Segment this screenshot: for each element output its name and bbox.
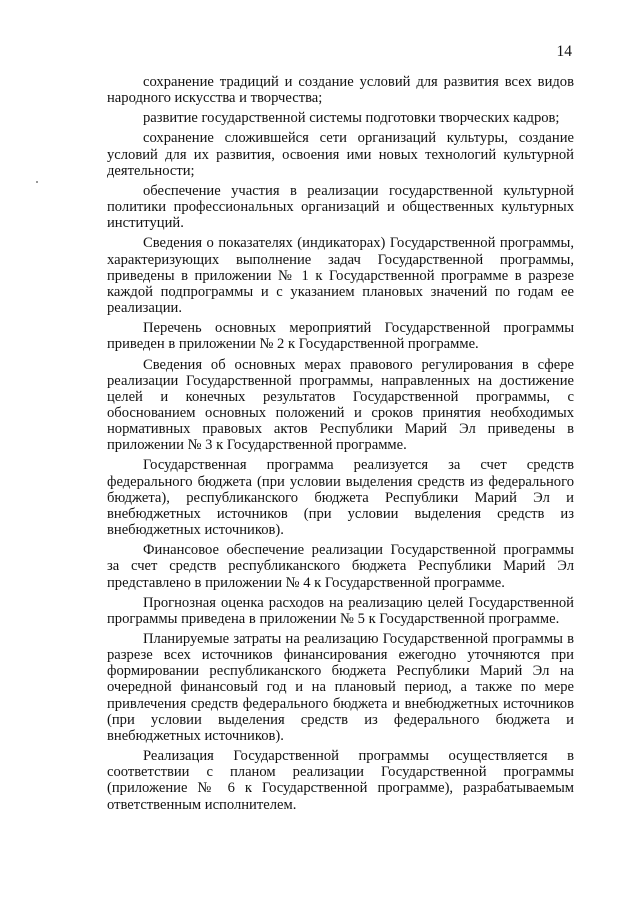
- scan-speck: [36, 181, 38, 183]
- paragraph: Реализация Государственной программы осуществляется в соответствии с планом реализации Государственной программы (приложение № 6 к Государственной программе), разрабатываемым ответственным исполнителем.: [107, 748, 574, 813]
- paragraph: развитие государственной системы подготовки творческих кадров;: [143, 110, 560, 127]
- paragraph: Прогнозная оценка расходов на реализацию целей Государственной программы приведена в приложении № 5 к Государственной программе.: [107, 594, 574, 627]
- paragraph: сохранение традиций и создание условий для развития всех видов народного искусства и творчества;: [107, 74, 574, 107]
- paragraph: Перечень основных мероприятий Государственной программы приведен в приложении № 2 к Государственной программе.: [107, 320, 574, 353]
- paragraph: сохранение сложившейся сети организаций культуры, создание условий для их развития, освоения ими новых технологий культурной деятельности;: [107, 130, 574, 179]
- paragraph: Сведения об основных мерах правового регулирования в сфере реализации Государственной программы, направленных на достижение целей и конечных результатов Государственной программы, с обоснованием основных положений и сроков принятия необходимых нормативных правовых актов Республики Марий Эл приведены в приложении № 3 к Государственной программе.: [107, 356, 574, 454]
- paragraph: Сведения о показателях (индикаторах) Государственной программы, характеризующих выполнение задач Государственной программы, приведены в приложении № 1 к Государственной программе в разрезе каждой подпрограммы и с указанием плановых значений по годам ее реализации.: [107, 235, 574, 317]
- page-number: 14: [556, 43, 572, 60]
- paragraph: Финансовое обеспечение реализации Государственной программы за счет средств республиканского бюджета Республики Марий Эл представлено в приложении № 4 к Государственной программе.: [107, 542, 574, 591]
- paragraph: Государственная программа реализуется за счет средств федерального бюджета (при условии выделения средств из федерального бюджета), республиканского бюджета Республики Марий Эл и внебюджетных источников (при условии выделения средств из внебюджетных источников).: [107, 457, 574, 539]
- paragraph: обеспечение участия в реализации государственной культурной политики профессиональных организаций и общественных культурных институций.: [107, 182, 574, 232]
- paragraph: Планируемые затраты на реализацию Государственной программы в разрезе всех источников финансирования ежегодно уточняются при формировании республиканского бюджета Республики Марий Эл на очередной финансовый год и на плановый период, а также по мере привлечения средств федерального бюджета и внебюджетных источников (при условии выделения средств из федерального бюджета и внебюджетных источников).: [107, 631, 574, 744]
- document-body: [107, 74, 574, 813]
